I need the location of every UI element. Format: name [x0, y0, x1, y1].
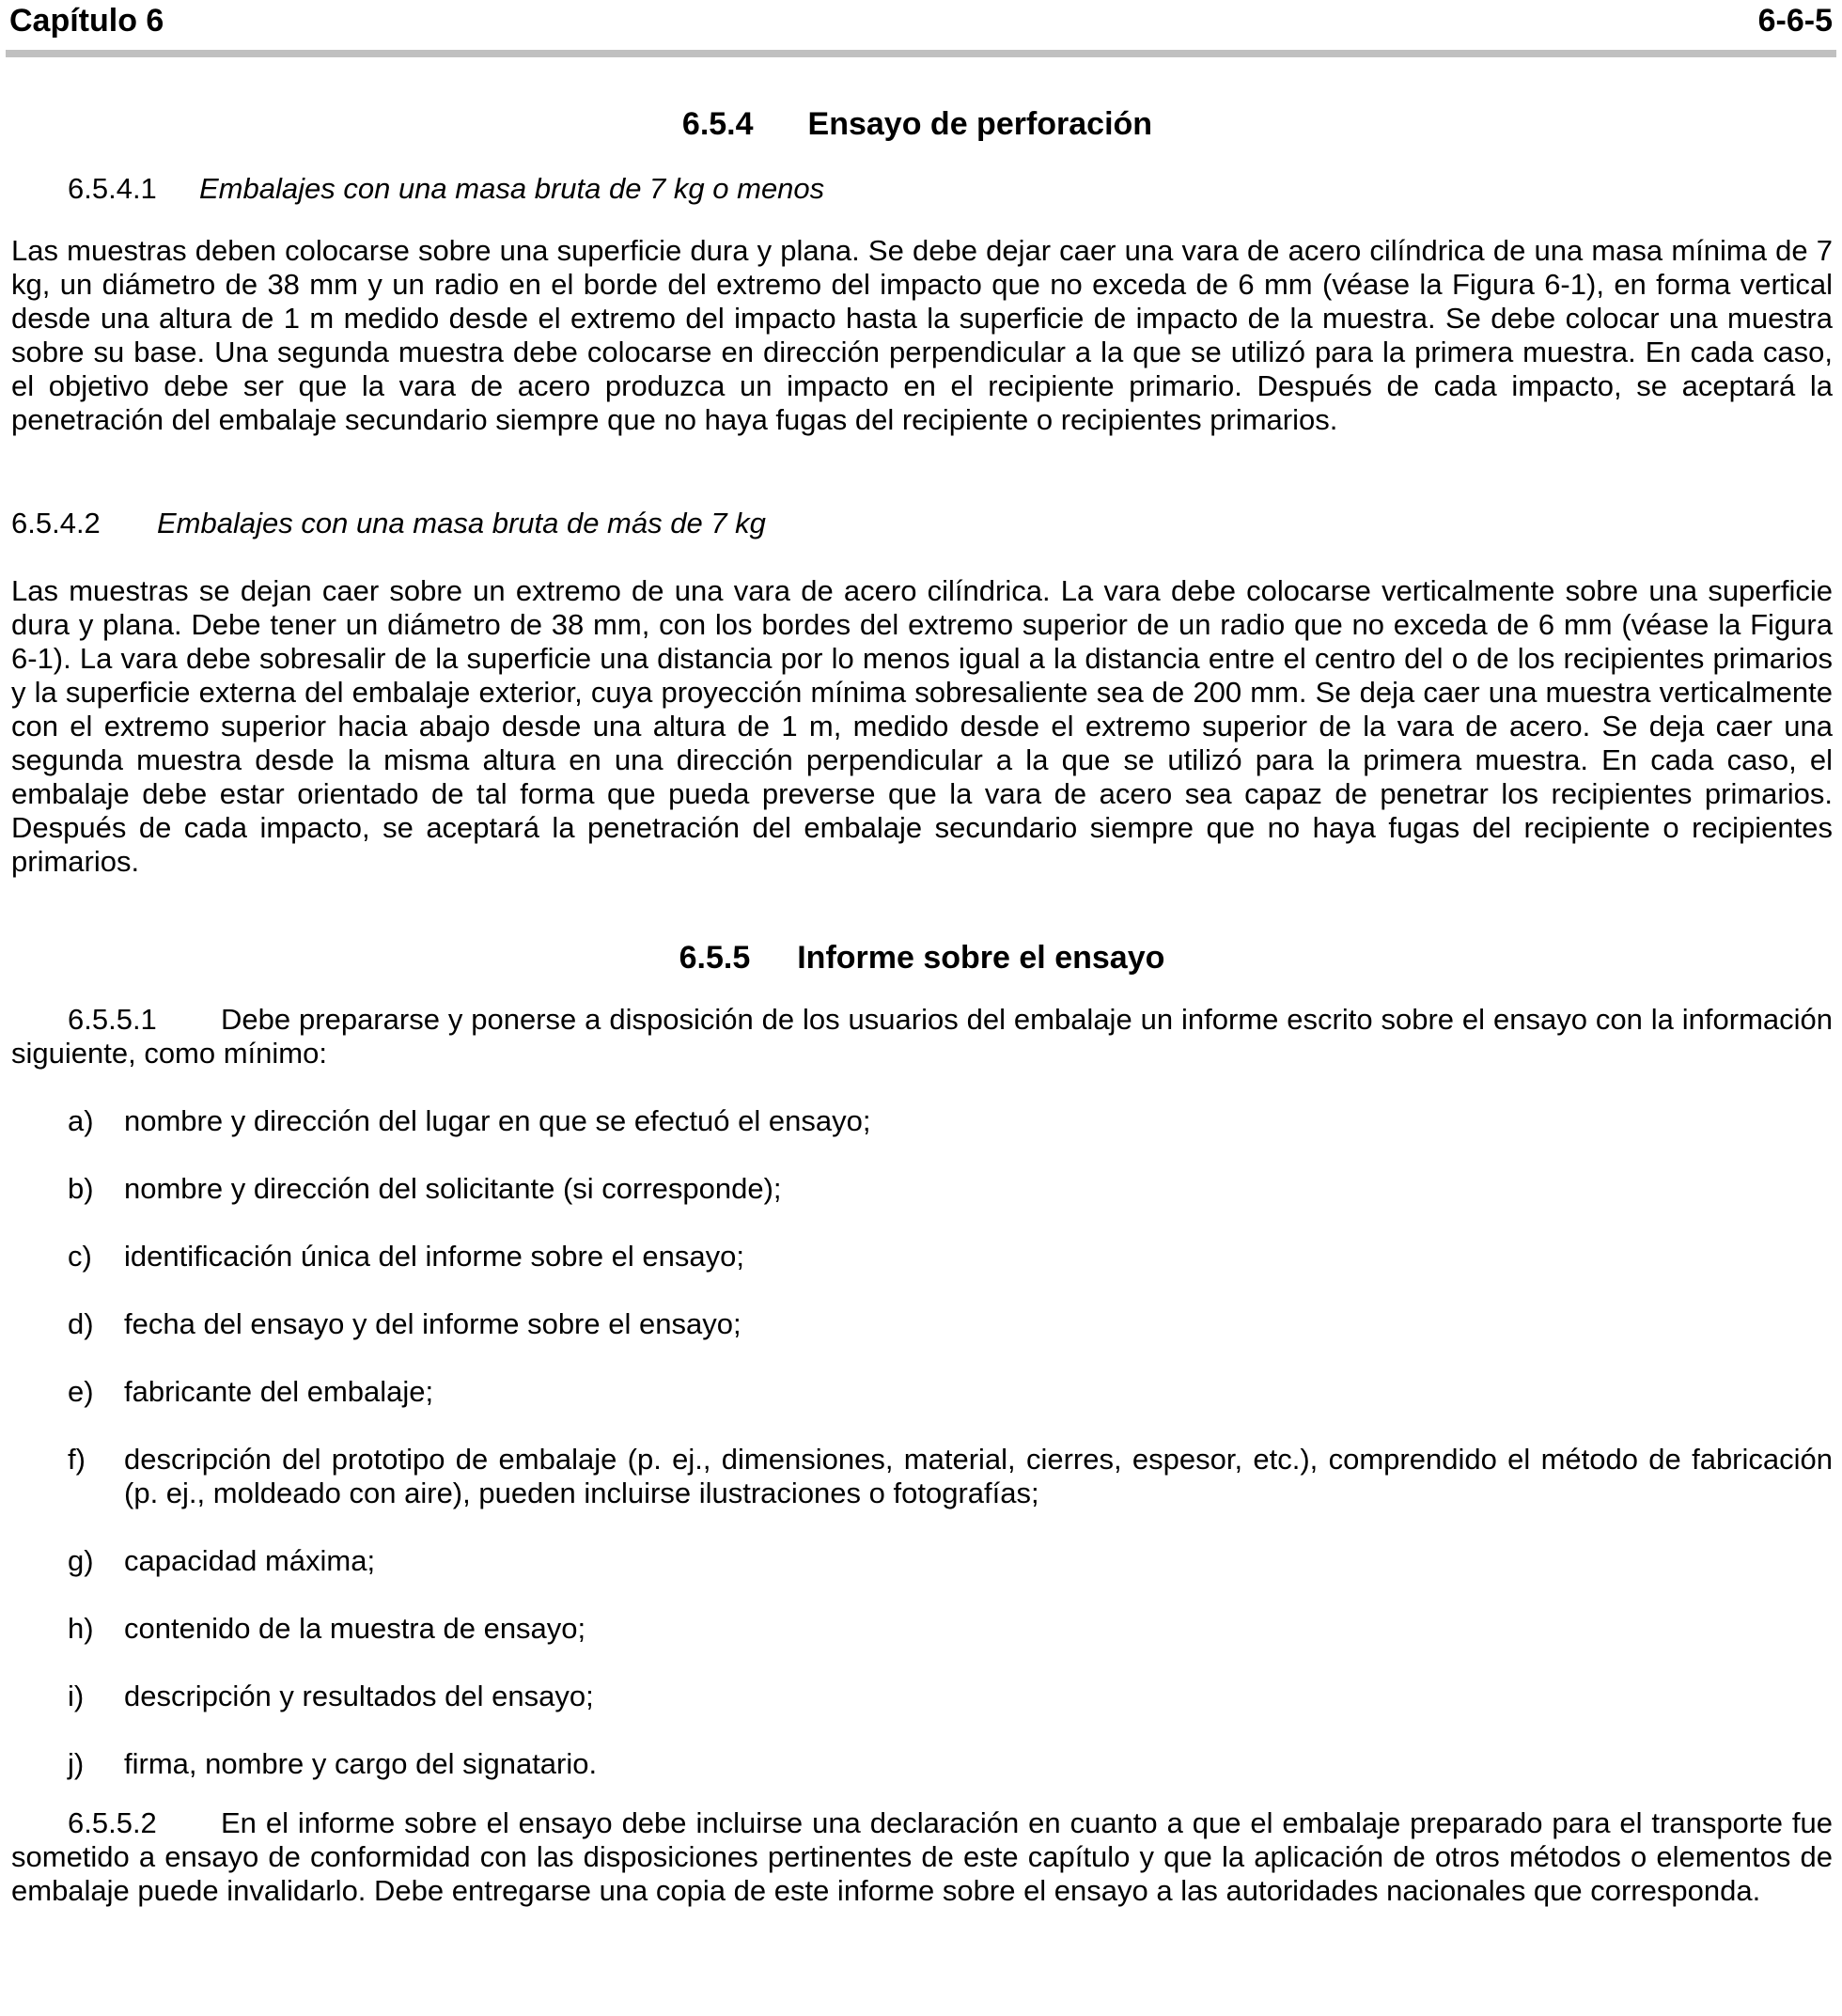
list-item-text: contenido de la muestra de ensayo;	[124, 1612, 586, 1645]
list-marker: b)	[68, 1172, 94, 1205]
list-item-text: fabricante del embalaje;	[124, 1375, 434, 1408]
list-marker: g)	[68, 1544, 94, 1577]
list-marker: c)	[68, 1240, 92, 1273]
paragraph-number: 6.5.5.2	[68, 1806, 157, 1839]
list-item-text: identificación única del informe sobre el ensayo;	[124, 1240, 744, 1273]
report-requirements-list	[11, 1104, 1833, 1781]
paragraph-text: En el informe sobre el ensayo debe incluirse una declaración en cuanto a que el embalaje preparado para el transporte fue sometido a ensayo de conformidad con las disposiciones pertinentes de este capítulo y que la aplicación de otros métodos o elementos de embalaje puede invalidarlo. Debe entregarse una copia de este informe sobre el ensayo a las autoridades nacionales que corresponda.	[11, 1806, 1833, 1907]
list-item	[11, 1747, 1833, 1781]
list-marker: i)	[68, 1680, 85, 1712]
section-title: Ensayo de perforación	[807, 106, 1153, 142]
chapter-label: Capítulo 6	[9, 2, 164, 39]
section-heading-6-5-5	[11, 937, 1833, 978]
list-item-text: nombre y dirección del solicitante (si corresponde);	[124, 1172, 782, 1205]
paragraph-6-5-4-2: Las muestras se dejan caer sobre un extremo de una vara de acero cilíndrica. La vara debe colocarse verticalmente sobre una superficie dura y plana. Debe tener un diámetro de 38 mm, con los bordes del extremo superior de un radio que no exceda de 6 mm (véase la Figura 6-1). La vara debe sobresalir de la superficie una distancia por lo menos igual a la distancia entre el centro del o de los recipientes primarios y la superficie externa del embalaje exterior, cuya proyección mínima sobresaliente sea de 200 mm. Se deja caer una muestra verticalmente con el extremo superior hacia abajo desde una altura de 1 m, medido desde el extremo superior de la vara de acero. Se deja caer una segunda muestra desde la misma altura en una dirección perpendicular a la que se utilizó para la primera muestra. En cada caso, el embalaje debe estar orientado de tal forma que pueda preverse que la vara de acero sea capaz de penetrar los recipientes primarios. Después de cada impacto, se aceptará la penetración del embalaje secundario siempre que no haya fugas del recipiente o recipientes primarios.	[11, 574, 1833, 878]
list-item	[11, 1680, 1833, 1713]
section-number: 6.5.5	[679, 940, 751, 976]
list-item	[11, 1544, 1833, 1578]
list-item	[11, 1612, 1833, 1646]
subsection-number: 6.5.4.1	[68, 172, 157, 205]
page-number: 6-6-5	[1757, 2, 1833, 39]
paragraph-number: 6.5.5.1	[68, 1003, 157, 1036]
list-marker: j)	[68, 1747, 85, 1780]
list-item-text: capacidad máxima;	[124, 1544, 376, 1577]
header-divider	[6, 50, 1836, 57]
page-content	[11, 103, 1833, 1908]
subsection-number: 6.5.4.2	[11, 507, 101, 539]
subsection-heading-6-5-4-2	[11, 507, 1833, 540]
list-marker: h)	[68, 1612, 94, 1645]
list-marker: e)	[68, 1375, 94, 1408]
list-item-text: fecha del ensayo y del informe sobre el ensayo;	[124, 1307, 741, 1340]
paragraph-6-5-5-1	[11, 1003, 1833, 1071]
paragraph-text: Debe prepararse y ponerse a disposición de los usuarios del embalaje un informe escrito sobre el ensayo con la información siguiente, como mínimo:	[11, 1003, 1833, 1070]
subsection-heading-6-5-4-1	[68, 172, 1833, 206]
section-heading-6-5-4	[2, 103, 1833, 145]
list-item-text: firma, nombre y cargo del signatario.	[124, 1747, 598, 1780]
list-item-text: descripción y resultados del ensayo;	[124, 1680, 594, 1712]
list-item-text: descripción del prototipo de embalaje (p. ej., dimensiones, material, cierres, espesor, etc.), comprendido el método de fabricación (p. ej., moldeado con aire), pueden incluirse ilustraciones o fotografías;	[124, 1443, 1833, 1509]
page-header	[9, 0, 1833, 41]
list-item	[11, 1104, 1833, 1138]
list-marker: d)	[68, 1307, 94, 1340]
list-item	[11, 1375, 1833, 1409]
list-item	[11, 1443, 1833, 1510]
section-number: 6.5.4	[681, 106, 754, 142]
subsection-title: Embalajes con una masa bruta de 7 kg o menos	[199, 172, 825, 205]
paragraph-6-5-4-1: Las muestras deben colocarse sobre una superficie dura y plana. Se debe dejar caer una vara de acero cilíndrica de una masa mínima de 7 kg, un diámetro de 38 mm y un radio en el borde del extremo del impacto que no exceda de 6 mm (véase la Figura 6-1), en forma vertical desde una altura de 1 m medido desde el extremo del impacto hasta la superficie de impacto de la muestra. Se debe colocar una muestra sobre su base. Una segunda muestra debe colocarse en dirección perpendicular a la que se utilizó para la primera muestra. En cada caso, el objetivo debe ser que la vara de acero produzca un impacto en el recipiente primario. Después de cada impacto, se aceptará la penetración del embalaje secundario siempre que no haya fugas del recipiente o recipientes primarios.	[11, 234, 1833, 436]
subsection-title: Embalajes con una masa bruta de más de 7 kg	[157, 507, 766, 539]
list-marker: a)	[68, 1104, 94, 1137]
section-title: Informe sobre el ensayo	[797, 940, 1165, 976]
list-item-text: nombre y dirección del lugar en que se efectuó el ensayo;	[124, 1104, 871, 1137]
list-item	[11, 1172, 1833, 1206]
list-item	[11, 1307, 1833, 1341]
list-item	[11, 1240, 1833, 1274]
paragraph-6-5-5-2	[11, 1806, 1833, 1908]
list-marker: f)	[68, 1443, 86, 1476]
